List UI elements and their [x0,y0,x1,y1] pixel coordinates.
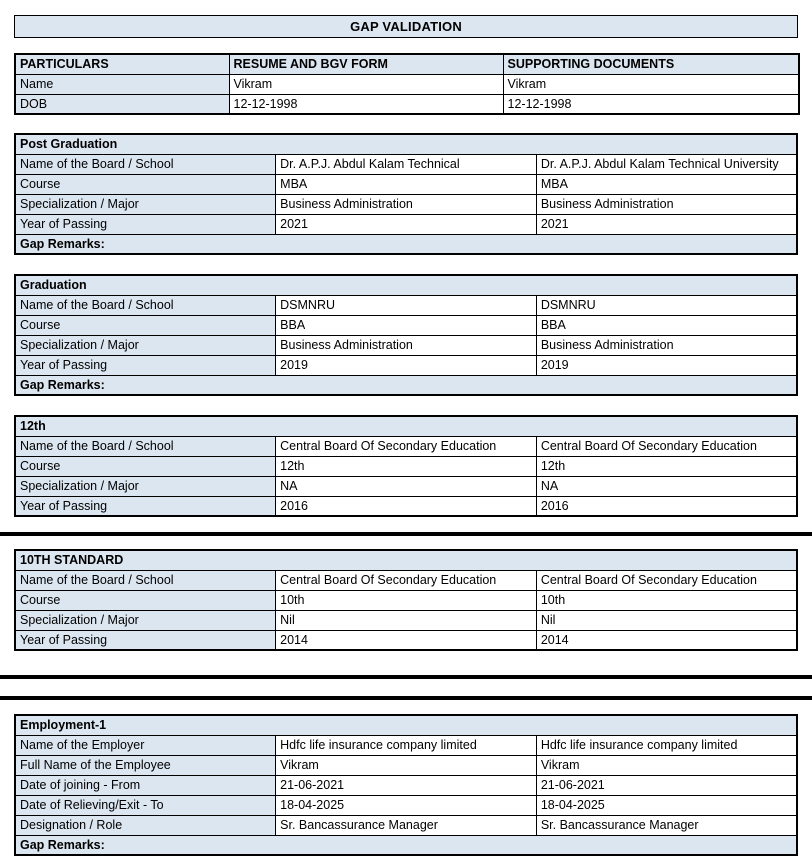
supporting-value-cell: 2019 [536,355,797,375]
resume-value-cell: 12-12-1998 [229,94,503,114]
resume-value-cell: NA [276,476,537,496]
section-header-row [15,275,797,295]
section-header-row [15,134,797,154]
row-label-cell: Name of the Board / School [15,436,276,456]
supporting-value-cell: 2016 [536,496,797,516]
supporting-value-cell: Nil [536,610,797,630]
section-table-employment-1 [14,714,798,856]
gap-remarks-label: Gap Remarks: [15,835,797,855]
table-row [15,436,797,456]
row-label-cell: Year of Passing [15,355,276,375]
row-label-cell: Designation / Role [15,815,276,835]
row-label-cell: Specialization / Major [15,610,276,630]
supporting-value-cell: Sr. Bancassurance Manager [536,815,797,835]
row-label-cell: Name of the Board / School [15,295,276,315]
table-row [15,335,797,355]
resume-value-cell: 2016 [276,496,537,516]
section-table-10th-standard [14,549,798,651]
row-label-cell: Name of the Employer [15,735,276,755]
section-table-graduation [14,274,798,396]
resume-value-cell: Nil [276,610,537,630]
section-header-row [15,550,797,570]
row-label-cell: Course [15,174,276,194]
row-label-cell: Date of joining - From [15,775,276,795]
row-label-cell: Course [15,590,276,610]
resume-value-cell: DSMNRU [276,295,537,315]
row-label-cell: Course [15,315,276,335]
row-label-cell: Year of Passing [15,630,276,650]
supporting-value-cell: 12th [536,456,797,476]
section-title: 10TH STANDARD [15,550,797,570]
supporting-value-cell: 2021 [536,214,797,234]
row-label-cell: Date of Relieving/Exit - To [15,795,276,815]
supporting-value-cell: DSMNRU [536,295,797,315]
resume-value-cell: Sr. Bancassurance Manager [276,815,537,835]
row-label-cell: Year of Passing [15,214,276,234]
table-row [15,355,797,375]
table-row [15,815,797,835]
section-divider [0,532,812,536]
supporting-value-cell: Business Administration [536,194,797,214]
resume-value-cell: 2019 [276,355,537,375]
row-label-cell: Name of the Board / School [15,570,276,590]
section-header-row [15,416,797,436]
resume-value-cell: Hdfc life insurance company limited [276,735,537,755]
table-row [15,610,797,630]
resume-value-cell: 21-06-2021 [276,775,537,795]
page-title: GAP VALIDATION [14,15,798,38]
column-header-particulars: PARTICULARS [15,54,229,74]
table-row [15,735,797,755]
resume-value-cell: Vikram [276,755,537,775]
gap-remarks-row [15,835,797,855]
supporting-value-cell: Hdfc life insurance company limited [536,735,797,755]
table-row [15,214,797,234]
table-row [15,496,797,516]
table-header-row [15,54,799,74]
row-label-cell: Name of the Board / School [15,154,276,174]
resume-value-cell: Business Administration [276,335,537,355]
resume-value-cell: Vikram [229,74,503,94]
table-row [15,456,797,476]
supporting-value-cell: MBA [536,174,797,194]
supporting-value-cell: 12-12-1998 [503,94,799,114]
section-table-12th [14,415,798,517]
table-row [15,315,797,335]
resume-value-cell: 2014 [276,630,537,650]
section-divider [0,696,812,700]
resume-value-cell: BBA [276,315,537,335]
table-row [15,570,797,590]
supporting-value-cell: 21-06-2021 [536,775,797,795]
section-table-post-graduation [14,133,798,255]
resume-value-cell: 18-04-2025 [276,795,537,815]
resume-value-cell: Central Board Of Secondary Education [276,570,537,590]
supporting-value-cell: Business Administration [536,335,797,355]
table-row [15,775,797,795]
table-row [15,795,797,815]
column-header-supporting: SUPPORTING DOCUMENTS [503,54,799,74]
table-row [15,755,797,775]
row-label-cell: Full Name of the Employee [15,755,276,775]
resume-value-cell: MBA [276,174,537,194]
table-row [15,476,797,496]
supporting-value-cell: NA [536,476,797,496]
column-header-resume: RESUME AND BGV FORM [229,54,503,74]
table-row [15,194,797,214]
gap-remarks-label: Gap Remarks: [15,375,797,395]
resume-value-cell: 2021 [276,214,537,234]
gap-remarks-row [15,234,797,254]
gap-remarks-label: Gap Remarks: [15,234,797,254]
supporting-value-cell: 18-04-2025 [536,795,797,815]
row-label-cell: Specialization / Major [15,194,276,214]
supporting-value-cell: Vikram [503,74,799,94]
table-row [15,295,797,315]
supporting-value-cell: Vikram [536,755,797,775]
particulars-table [14,53,800,115]
supporting-value-cell: Central Board Of Secondary Education [536,436,797,456]
table-row [15,630,797,650]
section-title: Graduation [15,275,797,295]
section-title: Post Graduation [15,134,797,154]
section-title: Employment-1 [15,715,797,735]
table-row [15,74,799,94]
section-header-row [15,715,797,735]
table-row [15,154,797,174]
resume-value-cell: 10th [276,590,537,610]
row-label-cell: Course [15,456,276,476]
table-row [15,94,799,114]
resume-value-cell: Dr. A.P.J. Abdul Kalam Technical [276,154,537,174]
supporting-value-cell: BBA [536,315,797,335]
supporting-value-cell: Central Board Of Secondary Education [536,570,797,590]
gap-validation-sheet [0,15,812,856]
row-label-cell: Specialization / Major [15,476,276,496]
supporting-value-cell: 10th [536,590,797,610]
resume-value-cell: Business Administration [276,194,537,214]
resume-value-cell: Central Board Of Secondary Education [276,436,537,456]
section-divider [0,675,812,679]
section-title: 12th [15,416,797,436]
row-label-cell: DOB [15,94,229,114]
table-row [15,590,797,610]
resume-value-cell: 12th [276,456,537,476]
supporting-value-cell: 2014 [536,630,797,650]
row-label-cell: Year of Passing [15,496,276,516]
table-row [15,174,797,194]
gap-remarks-row [15,375,797,395]
row-label-cell: Name [15,74,229,94]
row-label-cell: Specialization / Major [15,335,276,355]
supporting-value-cell: Dr. A.P.J. Abdul Kalam Technical University [536,154,797,174]
